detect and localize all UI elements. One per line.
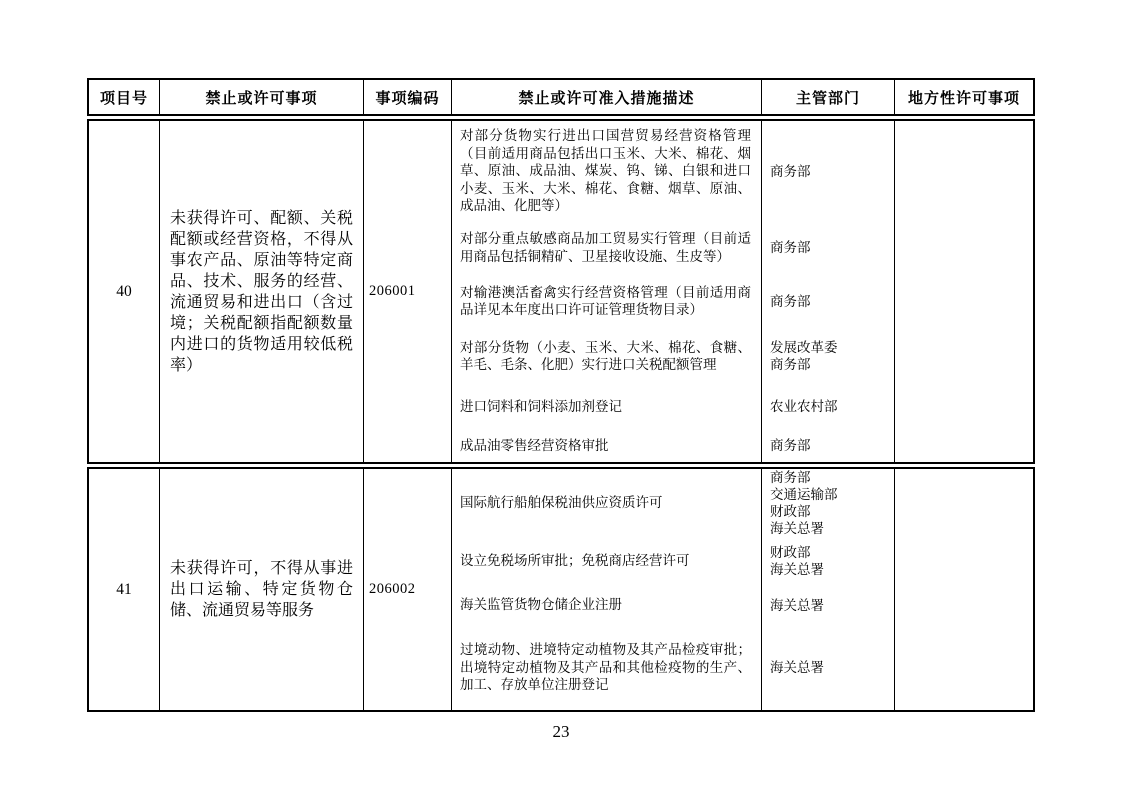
dept-line: 商务部	[770, 438, 811, 453]
measure-desc-text: 成品油零售经营资格审批	[460, 437, 609, 453]
dept-line: 商务部	[770, 293, 811, 309]
measure-desc	[452, 221, 761, 274]
measure-depts	[762, 274, 894, 328]
dept-line: 商务部	[770, 357, 811, 372]
measure-desc	[452, 429, 761, 462]
cell-measure-descriptions	[452, 469, 762, 710]
measure-desc	[452, 328, 761, 384]
cell-code: 206001	[364, 121, 452, 462]
measure-depts	[762, 585, 894, 625]
cell-item-no: 40	[89, 121, 160, 462]
table-row	[87, 119, 1035, 464]
header-measure-desc: 禁止或许可准入措施描述	[452, 80, 762, 114]
cell-code: 206002	[364, 469, 452, 710]
dept-line: 商务部	[770, 163, 811, 179]
measure-desc-text: 国际航行船舶保税油供应资质许可	[460, 495, 663, 511]
dept-line: 商务部	[770, 470, 811, 485]
dept-line: 海关总署	[770, 660, 824, 675]
dept-line: 财政部	[770, 504, 811, 519]
measure-depts	[762, 384, 894, 429]
measure-desc-text: 设立免税场所审批；免税商店经营许可	[460, 553, 690, 569]
measure-desc-text: 对部分货物实行进出口国营贸易经营资格管理（目前适用商品包括出口玉米、大米、棉花、烟草、原油、成品油、煤炭、钨、锑、白银和进口小麦、玉米、大米、棉花、食糖、烟草、原油、成品油、化肥等）	[460, 128, 751, 214]
measure-depts	[762, 469, 894, 537]
header-code: 事项编码	[364, 80, 452, 114]
header-department: 主管部门	[762, 80, 895, 114]
header-item-no: 项目号	[89, 80, 160, 114]
cell-measure-descriptions	[452, 121, 762, 462]
dept-line: 海关总署	[770, 597, 824, 613]
measure-desc-text: 对输港澳活畜禽实行经营资格管理（目前适用商品详见本年度出口许可证管理货物目录）	[460, 284, 751, 317]
measure-desc	[452, 469, 761, 537]
measure-desc-text: 海关监管货物仓储企业注册	[460, 597, 622, 613]
dept-line: 农业农村部	[770, 399, 838, 414]
page-number: 23	[552, 722, 570, 741]
cell-departments	[762, 469, 895, 710]
cell-matter: 未获得许可，不得从事进出口运输、特定货物仓储、流通贸易等服务	[160, 469, 364, 710]
measure-desc	[452, 625, 761, 710]
dept-line: 商务部	[770, 240, 811, 255]
dept-line: 海关总署	[770, 521, 824, 536]
dept-line: 发展改革委	[770, 340, 838, 355]
dept-line: 财政部	[770, 545, 811, 560]
cell-departments	[762, 121, 895, 462]
header-matter: 禁止或许可事项	[160, 80, 364, 114]
measure-desc-text: 对部分重点敏感商品加工贸易实行管理（目前适用商品包括铜精矿、卫星接收设施、生皮等）	[460, 231, 751, 264]
table-header-row	[87, 78, 1035, 116]
cell-local-permit	[895, 121, 1033, 462]
measure-depts	[762, 121, 894, 221]
cell-item-no: 41	[89, 469, 160, 710]
measure-depts	[762, 328, 894, 384]
measure-desc-text: 进口饲料和饲料添加剂登记	[460, 398, 622, 414]
measure-desc	[452, 384, 761, 429]
dept-line: 海关总署	[770, 562, 824, 577]
measure-desc	[452, 585, 761, 625]
table-row	[87, 467, 1035, 712]
header-local-permit: 地方性许可事项	[907, 90, 1020, 107]
measure-depts	[762, 429, 894, 462]
dept-line: 交通运输部	[770, 487, 838, 502]
measure-depts	[762, 221, 894, 274]
measure-desc	[452, 274, 761, 328]
cell-local-permit	[895, 469, 1033, 710]
measure-desc-text: 过境动物、进境特定动植物及其产品检疫审批；出境特定动植物及其产品和其他检疫物的生产、加工、存放单位注册登记	[460, 642, 751, 693]
measure-desc-text: 对部分货物（小麦、玉米、大米、棉花、食糖、羊毛、毛条、化肥）实行进口关税配额管理	[460, 339, 751, 372]
measure-depts	[762, 537, 894, 585]
measure-desc	[452, 537, 761, 585]
cell-matter: 未获得许可、配额、关税配额或经营资格，不得从事农产品、原油等特定商品、技术、服务的经营、流通贸易和进出口（含过境；关税配额指配额数量内进口的货物适用较低税率）	[160, 121, 364, 462]
measure-desc	[452, 121, 761, 221]
permit-table	[87, 78, 1035, 712]
measure-depts	[762, 625, 894, 710]
